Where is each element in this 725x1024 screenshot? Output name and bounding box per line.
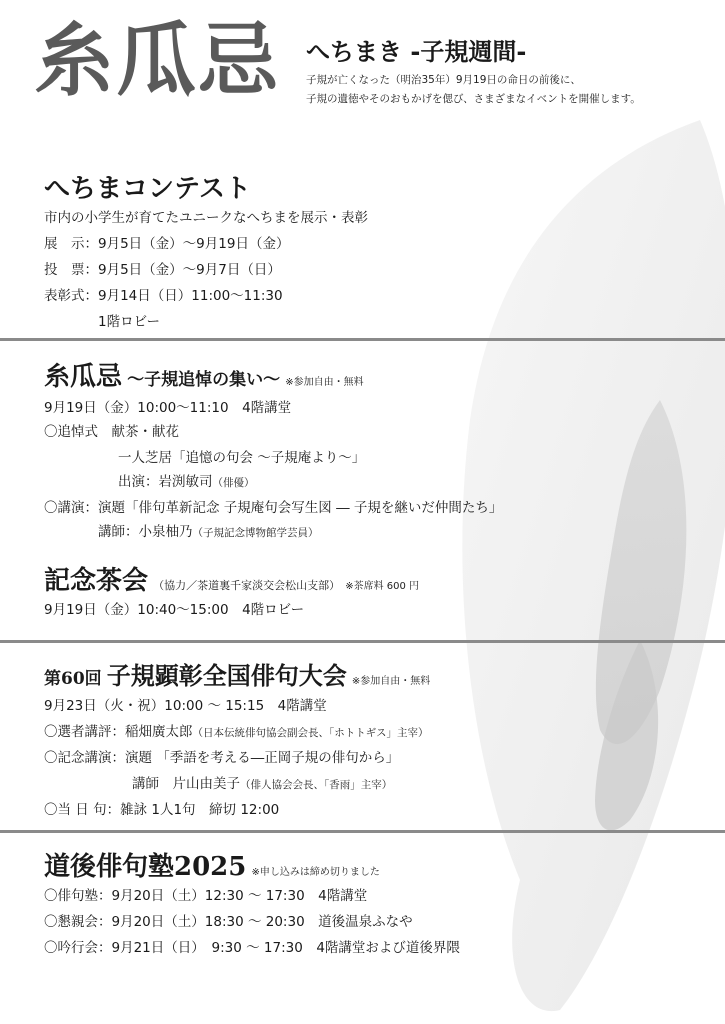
tea-party-note: ※茶席料 600 円	[345, 581, 420, 592]
dogo-juku-row: 〇俳句塾：9月20日（土）12:30 ～ 17:30 4階講堂	[44, 888, 368, 904]
row-label: 展 示：	[44, 236, 98, 252]
haiku-contest-edition: 第60回	[44, 669, 102, 689]
lecturer-role: （子規記念博物館学芸員）	[192, 527, 319, 539]
one-man-play: 一人芝居「追憶の句会 ～子規庵より～」	[118, 450, 366, 466]
performer-role: （俳優）	[212, 477, 255, 489]
intro-line-2: 子規の遺徳やそのおもかげを偲び、さまざまなイベントを開催します。	[306, 93, 641, 105]
judge-review	[44, 720, 429, 740]
section-divider	[0, 338, 725, 341]
row-label: 表彰式：	[44, 288, 98, 304]
on-the-day-haiku: 〇当 日 句：雑詠 1人1句 締切 12:00	[44, 802, 280, 818]
row-value: 9月5日（金）～9月19日（金）	[98, 236, 290, 252]
commemorative-lecturer	[132, 772, 392, 792]
performer	[118, 470, 255, 490]
lecturer-name: 講師：小泉柚乃	[98, 524, 193, 540]
hechima-contest-description: 市内の小学生が育てたユニークなへちまを展示・表彰	[44, 210, 368, 226]
row-value: 9月14日（日）11:00～11:30	[98, 288, 283, 304]
dogo-juku-note: ※申し込みは締め切りました	[251, 867, 380, 878]
hechima-row-exhibit	[44, 232, 289, 252]
tea-party-title: 記念茶会	[44, 566, 149, 596]
section-divider	[0, 830, 725, 833]
commemorative-lecturer-role: （俳人協会会長、「香雨」主宰）	[240, 779, 393, 791]
tea-party-cooperation: （協力／茶道裏千家淡交会松山支部）	[153, 579, 341, 592]
hechimaki-title: 糸瓜忌	[44, 362, 123, 392]
hechima-contest-title: へちまコンテスト	[44, 174, 251, 204]
dogo-juku-row: 〇懇親会：9月20日（土）18:30 ～ 20:30 道後温泉ふなや	[44, 914, 413, 930]
haiku-contest-title: 子規顕彰全国俳句大会	[106, 662, 347, 690]
hechimaki-note: ※参加自由・無料	[285, 377, 364, 388]
row-value: 9月5日（金）～9月7日（日）	[98, 262, 281, 278]
memorial-ceremony: 〇追悼式 献茶・献花	[44, 424, 179, 440]
haiku-contest-note: ※参加自由・無料	[351, 676, 431, 687]
page-subtitle: へちまき -子規週間-	[306, 38, 527, 66]
haiku-contest-datetime: 9月23日（火・祝）10:00 ～ 15:15 4階講堂	[44, 698, 327, 714]
intro-line-1: 子規が亡くなった（明治35年）9月19日の命日の前後に、	[306, 74, 581, 86]
tea-party-datetime: 9月19日（金）10:40～15:00 4階ロビー	[44, 602, 305, 618]
judge-role: （日本伝統俳句協会副会長、「ホトトギス」主宰）	[192, 727, 429, 739]
judge-name: 〇選者講評：稲畑廣太郎	[44, 724, 193, 740]
commemorative-lecture: 〇記念講演：演題 「季語を考える―正岡子規の俳句から」	[44, 750, 400, 766]
performer-name: 出演：岩渕敏司	[118, 474, 213, 490]
lecturer	[98, 520, 319, 540]
dogo-juku-title: 道後俳句塾2025	[44, 852, 247, 882]
hechima-row-vote	[44, 258, 281, 278]
page-title: 糸瓜忌	[34, 13, 280, 107]
row-label: 投 票：	[44, 262, 98, 278]
tea-party-heading	[44, 560, 419, 597]
hechima-row-award	[44, 284, 283, 304]
section-divider	[0, 640, 725, 643]
dogo-juku-row: 〇吟行会：9月21日（日） 9:30 ～ 17:30 4階講堂および道後界隈	[44, 940, 460, 956]
hechimaki-title-sub: ～子規追悼の集い～	[127, 370, 281, 390]
hechimaki-datetime: 9月19日（金）10:00～11:10 4階講堂	[44, 400, 292, 416]
dogo-juku-heading	[44, 846, 380, 883]
hechima-contest-place: 1階ロビー	[98, 314, 161, 330]
haiku-contest-heading	[44, 656, 430, 691]
commemorative-lecturer-name: 講師 片山由美子	[132, 776, 240, 792]
hechimaki-heading	[44, 356, 364, 393]
lecture: 〇講演：演題「俳句革新記念 子規庵句会写生図 ― 子規を継いだ仲間たち」	[44, 500, 503, 516]
